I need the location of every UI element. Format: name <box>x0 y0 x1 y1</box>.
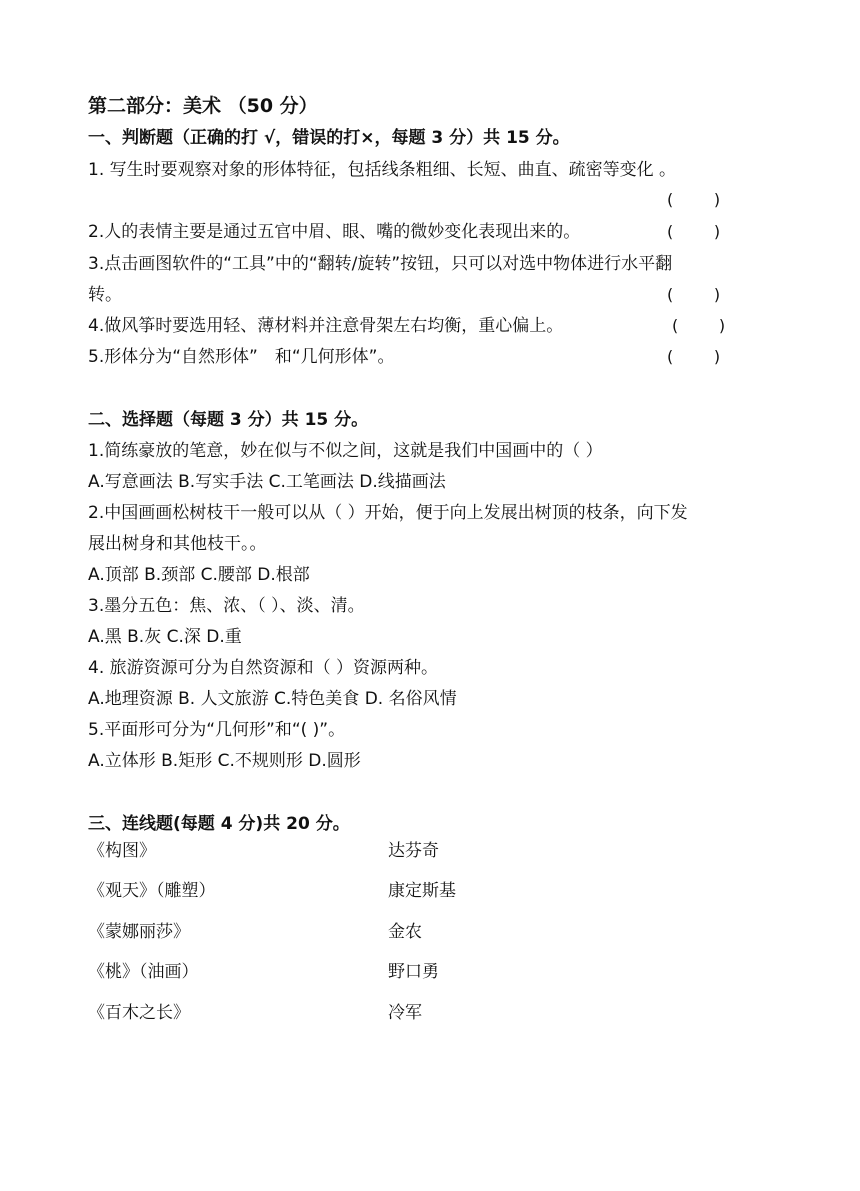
choice-question-4: 4. 旅游资源可分为自然资源和（ ）资源两种。 <box>88 658 439 678</box>
part2-heading: 二、选择题（每题 3 分）共 15 分。 <box>88 410 369 430</box>
answer-paren-5: ( ) <box>667 347 721 366</box>
match-left-1: 《构图》 <box>88 841 156 861</box>
choice-options-5: A.立体形 B.矩形 C.不规则形 D.圆形 <box>88 751 361 771</box>
choice-options-1: A.写意画法 B.写实手法 C.工笔画法 D.线描画法 <box>88 472 446 492</box>
choice-question-5: 5.平面形可分为“几何形”和“( )”。 <box>88 720 346 740</box>
match-left-2: 《观天》（雕塑） <box>88 881 216 901</box>
judge-question-1: 1. 写生时要观察对象的形体特征，包括线条粗细、长短、曲直、疏密等变化 。 <box>88 160 677 180</box>
match-right-5: 冷军 <box>388 1003 422 1023</box>
judge-question-4: 4.做风筝时要选用轻、薄材料并注意骨架左右均衡，重心偏上。 <box>88 316 564 336</box>
match-right-2: 康定斯基 <box>388 881 456 901</box>
choice-options-4: A.地理资源 B. 人文旅游 C.特色美食 D. 名俗风情 <box>88 689 457 709</box>
section-title: 第二部分：美术 （50 分） <box>88 95 318 117</box>
judge-question-2: 2.人的表情主要是通过五官中眉、眼、嘴的微妙变化表现出来的。 <box>88 222 581 242</box>
choice-question-1: 1.简练豪放的笔意，妙在似与不似之间，这就是我们中国画中的（ ） <box>88 441 603 461</box>
choice-question-2: 2.中国画画松树枝干一般可以从（ ）开始，便于向上发展出树顶的枝条，向下发 <box>88 503 688 523</box>
match-left-3: 《蒙娜丽莎》 <box>88 922 190 942</box>
part3-heading: 三、连线题(每题 4 分)共 20 分。 <box>88 814 350 834</box>
match-right-3: 金农 <box>388 922 422 942</box>
match-right-4: 野口勇 <box>388 962 439 982</box>
match-left-5: 《百木之长》 <box>88 1003 190 1023</box>
answer-paren-3: ( ) <box>667 285 721 304</box>
choice-options-2: A.顶部 B.颈部 C.腰部 D.根部 <box>88 565 310 585</box>
answer-paren-4: ( ) <box>672 316 726 335</box>
answer-paren-2: ( ) <box>667 222 721 241</box>
answer-paren-1: ( ) <box>667 190 721 209</box>
choice-question-3: 3.墨分五色：焦、浓、（ ）、淡、清。 <box>88 596 365 616</box>
choice-options-3: A.黑 B.灰 C.深 D.重 <box>88 627 242 647</box>
judge-question-3-cont: 转。 <box>88 285 122 305</box>
part1-heading: 一、判断题（正确的打 √，错误的打×，每题 3 分）共 15 分。 <box>88 128 570 148</box>
match-right-1: 达芬奇 <box>388 841 439 861</box>
choice-question-2-cont: 展出树身和其他枝干。。 <box>88 534 267 554</box>
judge-question-5: 5.形体分为“自然形体” 和“几何形体”。 <box>88 347 395 367</box>
judge-question-3: 3.点击画图软件的“工具”中的“翻转/旋转”按钮，只可以对选中物体进行水平翻 <box>88 254 673 274</box>
match-left-4: 《桃》（油画） <box>88 962 199 982</box>
